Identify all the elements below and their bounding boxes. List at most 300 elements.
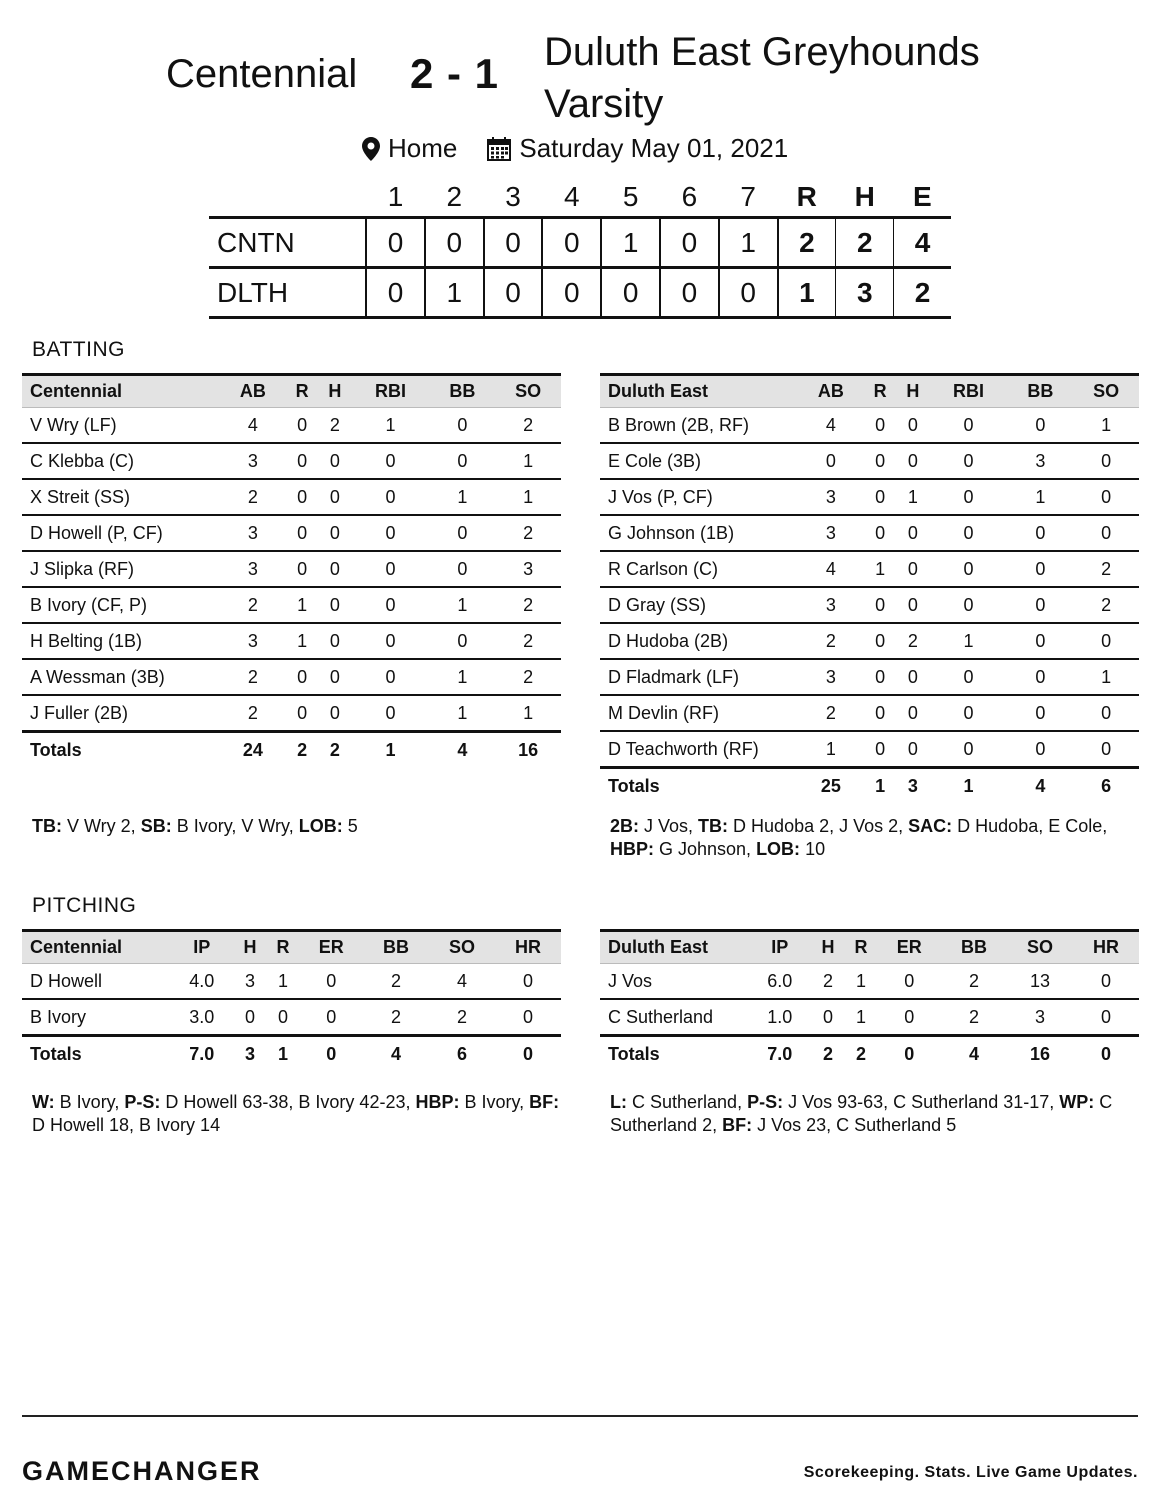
table-row: [600, 659, 1139, 695]
table-row: [22, 964, 561, 1000]
stat-cell: 3: [220, 515, 286, 551]
player-name: G Johnson (1B): [600, 515, 798, 551]
totals-cell: 0: [299, 1036, 362, 1072]
stat-cell: 0: [896, 515, 929, 551]
totals-cell: 4: [941, 1036, 1007, 1072]
stat-cell: 0: [798, 443, 864, 479]
stat-cell: 1: [864, 551, 897, 587]
inning-score: 0: [542, 268, 601, 318]
stat-column-header: SO: [1073, 375, 1139, 408]
stat-cell: 1: [495, 695, 561, 732]
batting-notes-away: [32, 815, 562, 838]
totals-cell: 1: [267, 1036, 300, 1072]
table-row: [22, 551, 561, 587]
stat-cell: 1: [896, 479, 929, 515]
stat-cell: 2: [220, 479, 286, 515]
stat-cell: 2: [363, 964, 429, 1000]
pitching-section-title: PITCHING: [32, 894, 137, 917]
note-label: WP:: [1059, 1092, 1095, 1112]
stat-cell: 0: [318, 623, 351, 659]
note-label: HBP:: [415, 1092, 460, 1112]
stat-cell: 0: [929, 695, 1007, 731]
player-name: B Ivory: [22, 999, 170, 1036]
note-text: 10: [800, 839, 826, 859]
stat-cell: 0: [495, 999, 561, 1036]
stat-cell: 0: [1073, 515, 1139, 551]
table-row: [22, 623, 561, 659]
stat-cell: 3: [220, 443, 286, 479]
totals-cell: 0: [877, 1036, 940, 1072]
table-row: [22, 999, 561, 1036]
note-label: P-S:: [747, 1092, 784, 1112]
stat-cell: 1: [430, 587, 496, 623]
stat-cell: 0: [318, 659, 351, 695]
stat-cell: 1: [1073, 408, 1139, 444]
stat-cell: 3: [798, 659, 864, 695]
note-text: D Hudoba, E Cole,: [952, 816, 1108, 836]
team-column-header: Centennial: [22, 375, 220, 408]
stat-cell: 0: [299, 999, 362, 1036]
stat-cell: 0: [929, 515, 1007, 551]
pitching-table-home: [600, 929, 1139, 1071]
table-row: [600, 551, 1139, 587]
pitching-notes-away: [32, 1091, 562, 1137]
linescore-row: [209, 268, 951, 318]
table-row: [600, 408, 1139, 444]
stat-cell: 0: [351, 623, 429, 659]
player-name: E Cole (3B): [600, 443, 798, 479]
totals-cell: 25: [798, 768, 864, 804]
table-row: [600, 479, 1139, 515]
totals-cell: 0: [1073, 1036, 1139, 1072]
stat-cell: 0: [1008, 731, 1074, 768]
stat-cell: 3.0: [170, 999, 234, 1036]
stat-cell: 2: [896, 623, 929, 659]
totals-label: Totals: [22, 732, 220, 768]
stat-cell: 1: [286, 623, 319, 659]
stat-cell: 1: [1073, 659, 1139, 695]
stat-column-header: RBI: [351, 375, 429, 408]
linescore-h: 2: [836, 218, 894, 268]
note-label: W:: [32, 1092, 55, 1112]
inning-score: 0: [425, 218, 484, 268]
linescore-table: [209, 178, 951, 319]
totals-cell: 7.0: [748, 1036, 812, 1072]
totals-row: [600, 768, 1139, 804]
stat-column-header: BB: [1008, 375, 1074, 408]
linescore-r: 2: [778, 218, 836, 268]
stat-cell: 0: [318, 479, 351, 515]
inning-header: 5: [622, 181, 639, 212]
stat-cell: 0: [430, 408, 496, 444]
map-pin-icon: [362, 137, 380, 161]
stat-cell: 2: [495, 587, 561, 623]
player-name: B Brown (2B, RF): [600, 408, 798, 444]
stat-column-header: ER: [877, 931, 940, 964]
note-label: BF:: [529, 1092, 560, 1112]
note-text: V Wry 2,: [62, 816, 141, 836]
stat-cell: 0: [864, 659, 897, 695]
stat-cell: 3: [798, 515, 864, 551]
totals-cell: 3: [234, 1036, 267, 1072]
note-text: C Sutherland,: [627, 1092, 748, 1112]
player-name: J Slipka (RF): [22, 551, 220, 587]
inning-header: 6: [681, 181, 698, 212]
stat-cell: 0: [896, 731, 929, 768]
table-row: [22, 479, 561, 515]
stat-cell: 0: [351, 479, 429, 515]
totals-label: Totals: [22, 1036, 170, 1072]
stat-cell: 0: [1073, 695, 1139, 731]
game-meta: [362, 133, 788, 164]
stat-cell: 3: [1008, 443, 1074, 479]
stat-cell: 0: [1073, 443, 1139, 479]
stat-column-header: IP: [170, 931, 234, 964]
stat-cell: 0: [1073, 623, 1139, 659]
stat-cell: 0: [234, 999, 267, 1036]
stat-column-header: H: [812, 931, 845, 964]
totals-cell: 2: [812, 1036, 845, 1072]
stat-cell: 4: [798, 551, 864, 587]
stat-cell: 0: [877, 964, 940, 1000]
stat-cell: 2: [1073, 587, 1139, 623]
player-name: D Gray (SS): [600, 587, 798, 623]
linescore-header: [209, 178, 951, 218]
stat-cell: 0: [318, 551, 351, 587]
totals-cell: 24: [220, 732, 286, 768]
stat-cell: 2: [363, 999, 429, 1036]
note-label: HBP:: [610, 839, 654, 859]
stat-cell: 2: [318, 408, 351, 444]
batting-table-away: [22, 373, 561, 767]
linescore-team: CNTN: [209, 218, 366, 268]
stat-cell: 0: [430, 515, 496, 551]
stat-cell: 0: [1073, 999, 1139, 1036]
inning-score: 0: [366, 268, 425, 318]
player-name: D Teachworth (RF): [600, 731, 798, 768]
stat-cell: 0: [351, 659, 429, 695]
stat-cell: 2: [1073, 551, 1139, 587]
stat-cell: 2: [495, 623, 561, 659]
batting-notes-home: [610, 815, 1140, 861]
stat-cell: 0: [1008, 659, 1074, 695]
stat-cell: 0: [896, 551, 929, 587]
inning-score: 0: [542, 218, 601, 268]
stat-cell: 2: [812, 964, 845, 1000]
note-label: SAC:: [908, 816, 953, 836]
stat-cell: 0: [929, 659, 1007, 695]
stat-cell: 0: [896, 659, 929, 695]
linescore-r: 1: [778, 268, 836, 318]
note-text: B Ivory,: [54, 1092, 125, 1112]
stat-column-header: H: [234, 931, 267, 964]
stat-cell: 0: [864, 408, 897, 444]
game-location: Home: [388, 133, 458, 163]
totals-cell: 1: [864, 768, 897, 804]
table-row: [600, 587, 1139, 623]
totals-cell: 3: [896, 768, 929, 804]
inning-score: 0: [484, 268, 543, 318]
stat-cell: 1: [267, 964, 300, 1000]
inning-score: 0: [660, 268, 719, 318]
totals-cell: 16: [1007, 1036, 1073, 1072]
stat-cell: 2: [429, 999, 495, 1036]
pitching-table-away: [22, 929, 561, 1071]
stat-cell: 0: [286, 408, 319, 444]
stat-cell: 3: [798, 479, 864, 515]
stat-column-header: HR: [495, 931, 561, 964]
hits-header: H: [854, 181, 875, 212]
totals-cell: 2: [845, 1036, 878, 1072]
stat-column-header: BB: [430, 375, 496, 408]
player-name: A Wessman (3B): [22, 659, 220, 695]
stat-column-header: HR: [1073, 931, 1139, 964]
batting-section-title: BATTING: [32, 338, 125, 361]
brand-logo: GAMECHANGER: [22, 1456, 262, 1486]
stat-cell: 6.0: [748, 964, 812, 1000]
player-name: B Ivory (CF, P): [22, 587, 220, 623]
note-text: J Vos 93-63, C Sutherland 31-17,: [783, 1092, 1060, 1112]
stat-cell: 3: [220, 623, 286, 659]
stat-cell: 1.0: [748, 999, 812, 1036]
stat-cell: 0: [812, 999, 845, 1036]
inning-score: 1: [719, 218, 778, 268]
player-name: D Howell (P, CF): [22, 515, 220, 551]
stat-cell: 3: [220, 551, 286, 587]
footer-divider: [22, 1415, 1138, 1417]
player-name: D Howell: [22, 964, 170, 1000]
linescore-e: 4: [894, 218, 951, 268]
note-text: D Howell 63-38, B Ivory 42-23,: [160, 1092, 416, 1112]
table-row: [22, 659, 561, 695]
stat-cell: 0: [495, 964, 561, 1000]
note-text: J Vos,: [639, 816, 699, 836]
totals-cell: 6: [1073, 768, 1139, 804]
stat-column-header: BB: [941, 931, 1007, 964]
stat-cell: 2: [220, 659, 286, 695]
errors-header: E: [912, 181, 932, 212]
final-score: 2 - 1: [410, 50, 500, 97]
stat-column-header: R: [286, 375, 319, 408]
stat-cell: 0: [351, 587, 429, 623]
table-row: [600, 731, 1139, 768]
runs-header: R: [796, 181, 817, 212]
note-label: SB:: [140, 816, 172, 836]
totals-row: [600, 1036, 1139, 1072]
footer-tagline: Scorekeeping. Stats. Live Game Updates.: [803, 1464, 1138, 1481]
inning-score: 0: [660, 218, 719, 268]
stat-cell: 0: [864, 479, 897, 515]
stat-cell: 0: [864, 587, 897, 623]
totals-cell: 0: [495, 1036, 561, 1072]
table-row: [600, 695, 1139, 731]
totals-label: Totals: [600, 1036, 748, 1072]
table-row: [600, 443, 1139, 479]
stat-cell: 0: [318, 695, 351, 732]
table-row: [22, 587, 561, 623]
pitching-notes-home: [610, 1091, 1140, 1137]
stat-cell: 0: [351, 551, 429, 587]
stat-cell: 1: [430, 479, 496, 515]
stat-cell: 13: [1007, 964, 1073, 1000]
stat-cell: 0: [1008, 587, 1074, 623]
stat-cell: 0: [286, 695, 319, 732]
stat-cell: 0: [299, 964, 362, 1000]
team-column-header: Duluth East: [600, 375, 798, 408]
stat-cell: 0: [864, 443, 897, 479]
player-name: J Fuller (2B): [22, 695, 220, 732]
stat-cell: 4: [798, 408, 864, 444]
stat-cell: 0: [286, 515, 319, 551]
inning-score: 0: [719, 268, 778, 318]
linescore-h: 3: [836, 268, 894, 318]
note-label: BF:: [722, 1115, 753, 1135]
stat-cell: 4: [220, 408, 286, 444]
stat-column-header: AB: [220, 375, 286, 408]
stat-cell: 0: [430, 443, 496, 479]
stats-header-row: [600, 931, 1139, 964]
stat-cell: 0: [896, 587, 929, 623]
note-text: 5: [342, 816, 358, 836]
player-name: C Sutherland: [600, 999, 748, 1036]
stat-cell: 1: [430, 695, 496, 732]
stat-cell: 0: [1073, 964, 1139, 1000]
inning-score: 1: [425, 268, 484, 318]
totals-row: [22, 732, 561, 768]
stat-cell: 0: [351, 443, 429, 479]
stat-cell: 0: [318, 587, 351, 623]
table-row: [600, 515, 1139, 551]
stat-cell: 0: [1073, 479, 1139, 515]
stat-cell: 0: [929, 551, 1007, 587]
stat-cell: 4: [429, 964, 495, 1000]
stats-header-row: [22, 375, 561, 408]
stat-cell: 4.0: [170, 964, 234, 1000]
inning-score: 0: [601, 268, 660, 318]
totals-cell: 6: [429, 1036, 495, 1072]
inning-header: 2: [446, 181, 463, 212]
stat-cell: 0: [286, 443, 319, 479]
player-name: V Wry (LF): [22, 408, 220, 444]
inning-score: 1: [601, 218, 660, 268]
stat-cell: 0: [929, 408, 1007, 444]
stat-cell: 0: [286, 479, 319, 515]
stat-cell: 2: [798, 623, 864, 659]
inning-header: 4: [564, 181, 580, 212]
totals-cell: 4: [430, 732, 496, 768]
stat-cell: 2: [941, 964, 1007, 1000]
stat-cell: 3: [1007, 999, 1073, 1036]
game-date: Saturday May 01, 2021: [519, 133, 789, 163]
player-name: J Vos (P, CF): [600, 479, 798, 515]
linescore-e: 2: [894, 268, 951, 318]
stat-cell: 1: [495, 479, 561, 515]
note-text: B Ivory,: [459, 1092, 530, 1112]
stat-cell: 0: [929, 731, 1007, 768]
note-label: TB:: [32, 816, 62, 836]
player-name: H Belting (1B): [22, 623, 220, 659]
stat-cell: 0: [896, 408, 929, 444]
stat-column-header: R: [864, 375, 897, 408]
stat-cell: 0: [929, 587, 1007, 623]
stat-column-header: H: [318, 375, 351, 408]
stat-cell: 2: [798, 695, 864, 731]
table-row: [600, 623, 1139, 659]
note-label: P-S:: [124, 1092, 161, 1112]
note-label: LOB:: [298, 816, 343, 836]
stat-cell: 2: [495, 408, 561, 444]
stat-cell: 0: [896, 443, 929, 479]
stat-cell: 0: [318, 515, 351, 551]
stat-cell: 1: [1008, 479, 1074, 515]
totals-cell: 16: [495, 732, 561, 768]
table-row: [22, 408, 561, 444]
note-text: C Sutherland 2,: [610, 1092, 1113, 1135]
stat-cell: 1: [845, 999, 878, 1036]
stat-cell: 0: [864, 515, 897, 551]
stat-column-header: AB: [798, 375, 864, 408]
player-name: J Vos: [600, 964, 748, 1000]
stat-cell: 1: [495, 443, 561, 479]
stat-cell: 0: [351, 695, 429, 732]
stat-cell: 1: [286, 587, 319, 623]
stat-cell: 0: [896, 695, 929, 731]
note-label: L:: [610, 1092, 627, 1112]
note-text: D Howell 18, B Ivory 14: [32, 1115, 221, 1135]
stat-cell: 1: [929, 623, 1007, 659]
stat-cell: 0: [430, 623, 496, 659]
totals-cell: 1: [929, 768, 1007, 804]
stats-header-row: [22, 931, 561, 964]
stat-cell: 0: [267, 999, 300, 1036]
note-text: G Johnson,: [654, 839, 757, 859]
team-column-header: Duluth East: [600, 931, 748, 964]
note-label: LOB:: [756, 839, 801, 859]
totals-cell: 1: [351, 732, 429, 768]
player-name: M Devlin (RF): [600, 695, 798, 731]
totals-cell: 7.0: [170, 1036, 234, 1072]
stat-cell: 0: [1008, 623, 1074, 659]
note-text: D Hudoba 2, J Vos 2,: [728, 816, 909, 836]
linescore-row: [209, 218, 951, 268]
stat-cell: 0: [318, 443, 351, 479]
home-team-name: Duluth East Greyhounds Varsity: [544, 30, 980, 126]
team-column-header: Centennial: [22, 931, 170, 964]
stat-cell: 1: [798, 731, 864, 768]
player-name: R Carlson (C): [600, 551, 798, 587]
stats-header-row: [600, 375, 1139, 408]
stat-column-header: RBI: [929, 375, 1007, 408]
note-text: J Vos 23, C Sutherland 5: [752, 1115, 957, 1135]
stat-cell: 0: [1008, 408, 1074, 444]
totals-cell: 2: [318, 732, 351, 768]
stat-cell: 1: [351, 408, 429, 444]
stat-cell: 0: [430, 551, 496, 587]
totals-label: Totals: [600, 768, 798, 804]
table-row: [22, 515, 561, 551]
stat-cell: 1: [845, 964, 878, 1000]
stat-cell: 2: [220, 587, 286, 623]
stat-cell: 0: [929, 479, 1007, 515]
linescore-team: DLTH: [209, 268, 366, 318]
calendar-icon: [487, 137, 511, 161]
stat-cell: 2: [941, 999, 1007, 1036]
stat-cell: 2: [495, 659, 561, 695]
table-row: [22, 443, 561, 479]
stat-cell: 0: [351, 515, 429, 551]
stat-cell: 0: [286, 551, 319, 587]
stat-cell: 0: [1008, 551, 1074, 587]
